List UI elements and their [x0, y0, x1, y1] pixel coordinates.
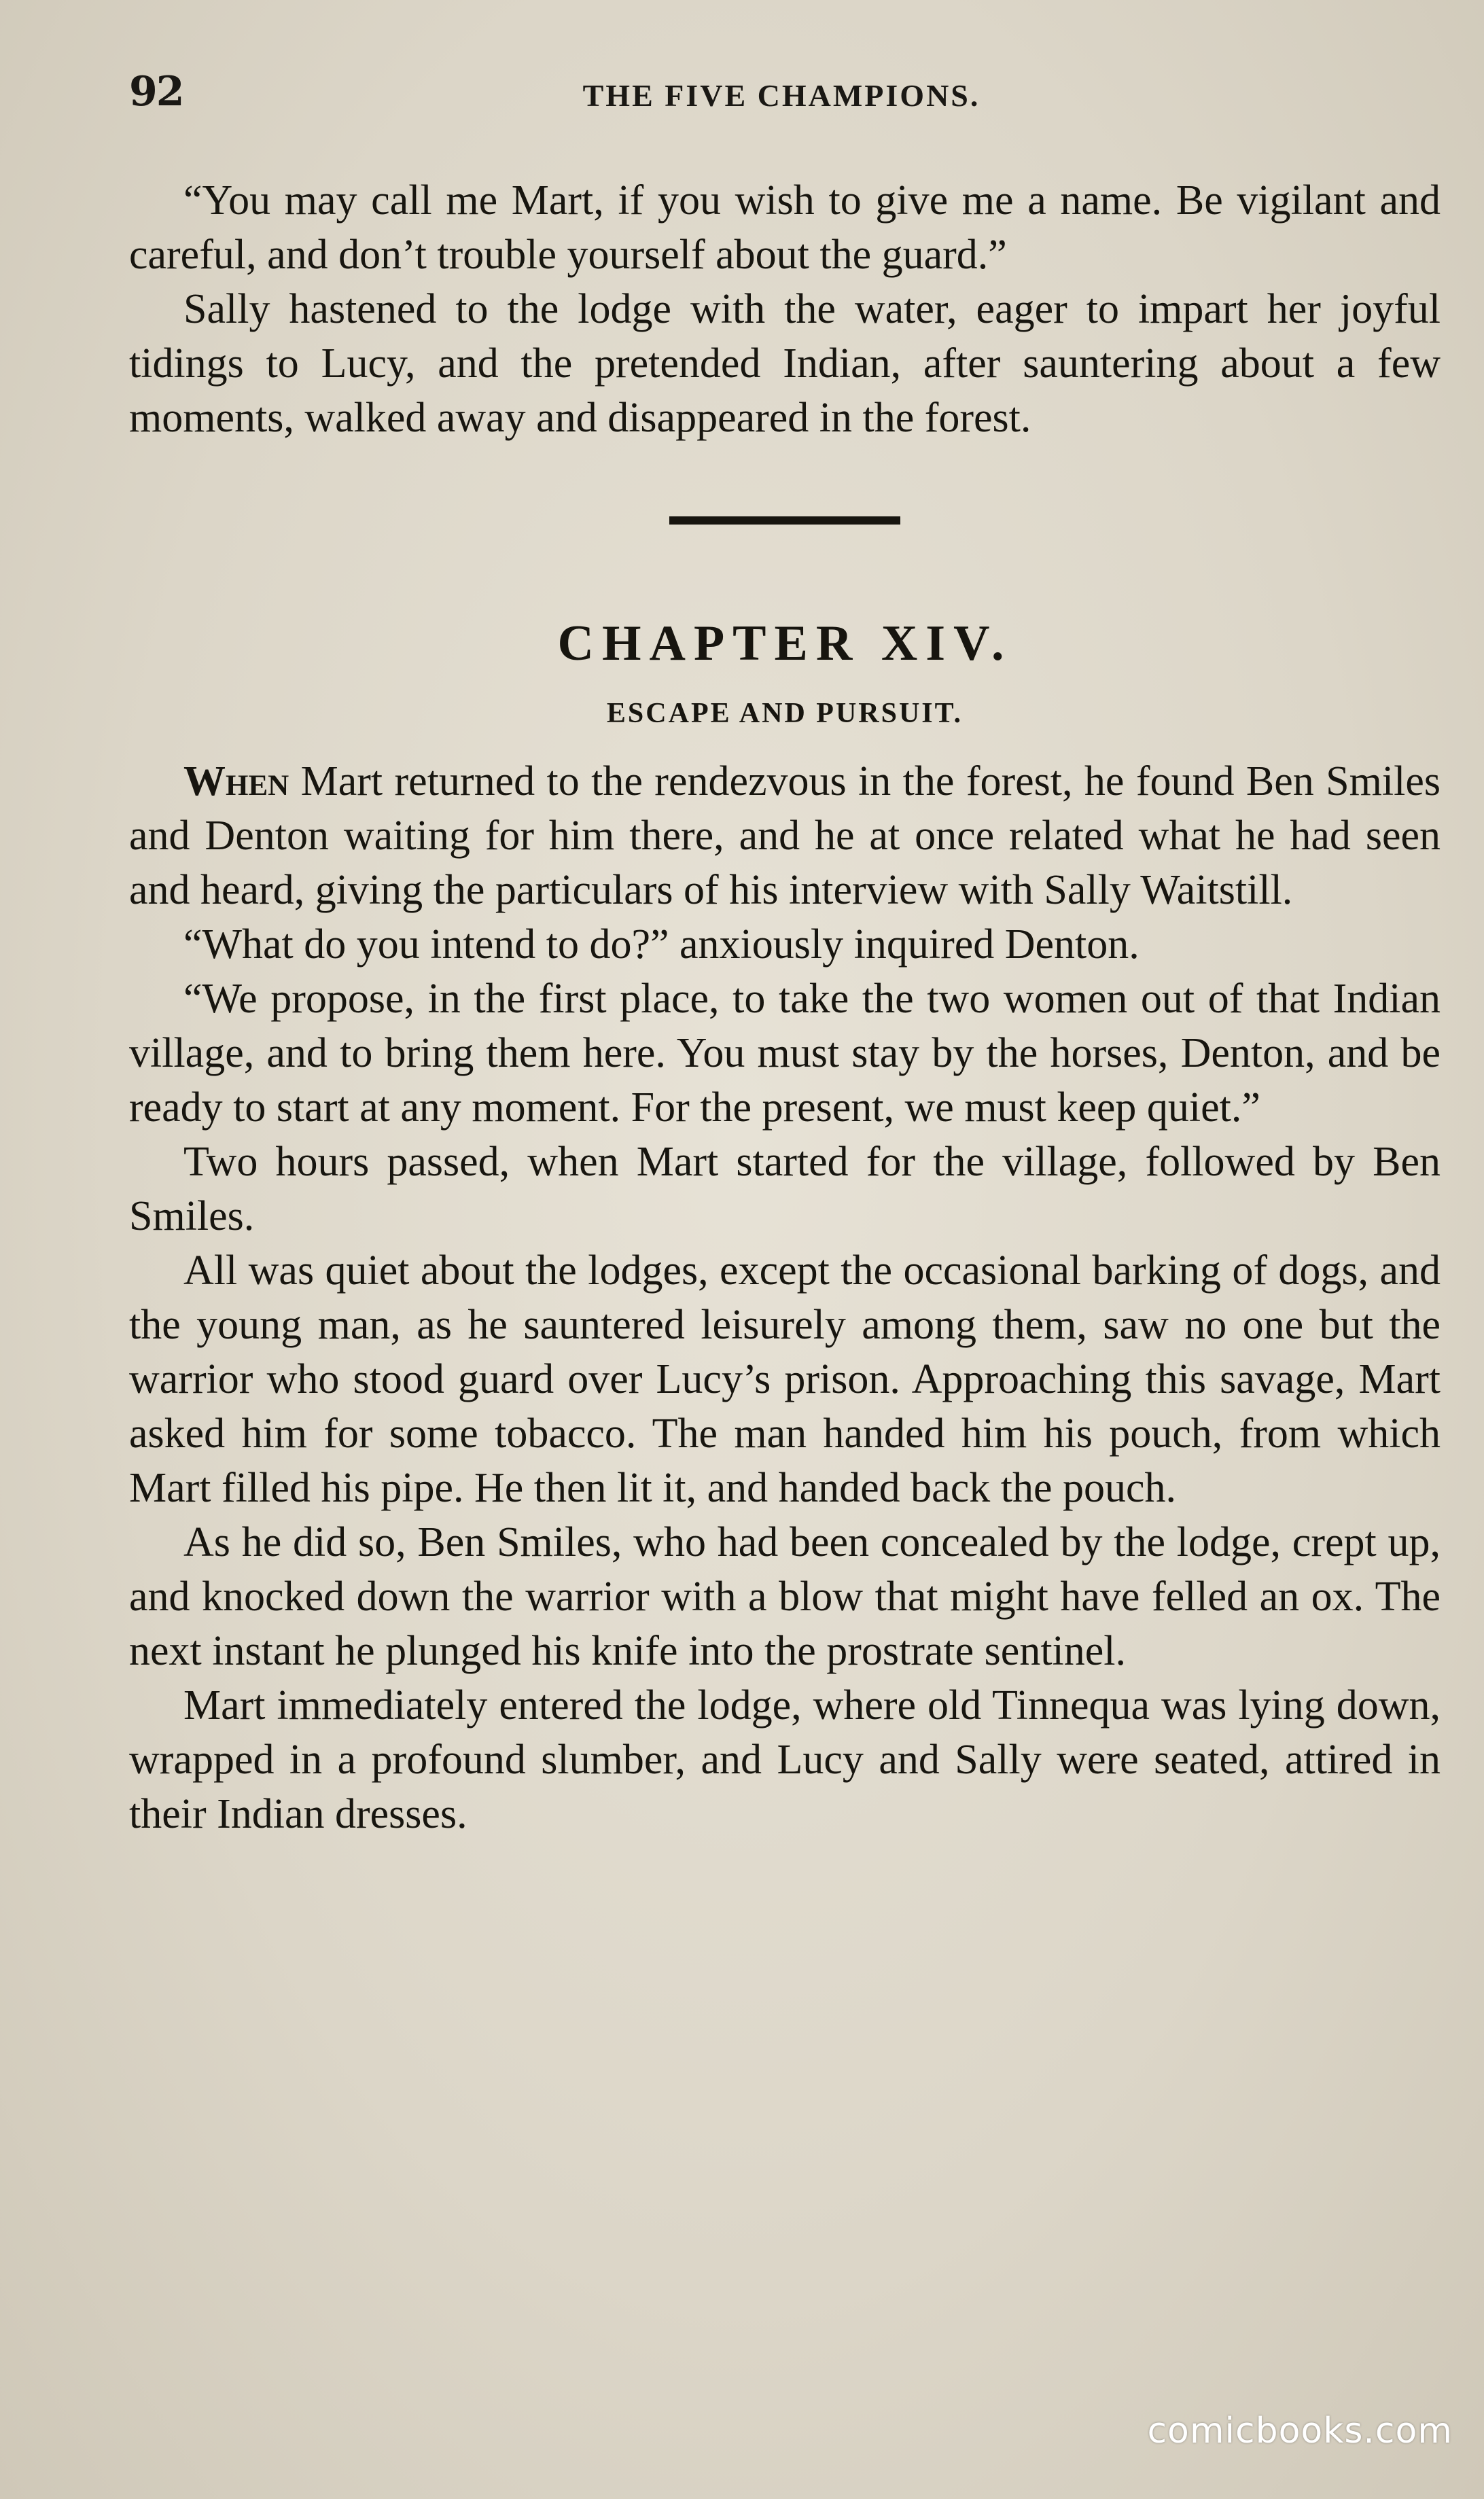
chapter-title: CHAPTER XIV. [557, 616, 1012, 671]
paragraph: All was quiet about the lodges, except the occasional barking of dogs, and the young man, as he sauntered leisurely among them, saw no one but the warrior who stood guard over Lucy’s prison. Approaching this savage, Mart asked him for some tobacco. The man handed him his pouch, from which Mart filled his pipe. He then lit it, and handed back the pouch. [129, 1247, 1441, 1511]
paragraph: “You may call me Mart, if you wish to give me a name. Be vigilant and careful, and don’t trouble yourself about the guard.” [129, 177, 1441, 278]
paragraph: Mart immediately entered the lodge, where old Tinnequa was lying down, wrapped in a profound slumber, and Lucy and Sally were seated, attired in their Indian dresses. [129, 1682, 1441, 1837]
chapter-subtitle: ESCAPE AND PURSUIT. [606, 698, 964, 729]
chapter-lead-word: When [183, 758, 289, 804]
running-head [129, 68, 1434, 129]
page-number: 92 [129, 68, 183, 116]
section-rule [669, 516, 900, 525]
paragraph: Sally hastened to the lodge with the water, eager to impart her joyful tidings to Lucy, and the pretended Indian, after sauntering about a few moments, walked away and disappeared in the forest. [129, 286, 1441, 441]
watermark: comicbooks.com [1147, 2411, 1453, 2451]
running-title: THE FIVE CHAMPIONS. [582, 78, 980, 113]
paragraph: Two hours passed, when Mart started for the village, followed by Ben Smiles. [129, 1139, 1441, 1239]
paragraph: “What do you intend to do?” anxiously inquired Denton. [183, 921, 1140, 968]
chapter-first-paragraph [129, 754, 1441, 917]
chapter-first-paragraph-text: Mart returned to the rendezvous in the forest, he found Ben Smiles and Denton waiting for him there, and he at once related what he had seen and heard, giving the particulars of his interview with Sally Waitstill. [129, 758, 1441, 913]
paragraph: As he did so, Ben Smiles, who had been concealed by the lodge, crept up, and knocked down the warrior with a blow that might have felled an ox. The next instant he plunged his knife into the prostrate sentinel. [129, 1519, 1441, 1674]
text-block [129, 173, 1441, 1841]
paragraph: “We propose, in the first place, to take the two women out of that Indian village, and to bring them here. You must stay by the horses, Denton, and be ready to start at any moment. For the present, we must keep quiet.” [129, 976, 1441, 1131]
